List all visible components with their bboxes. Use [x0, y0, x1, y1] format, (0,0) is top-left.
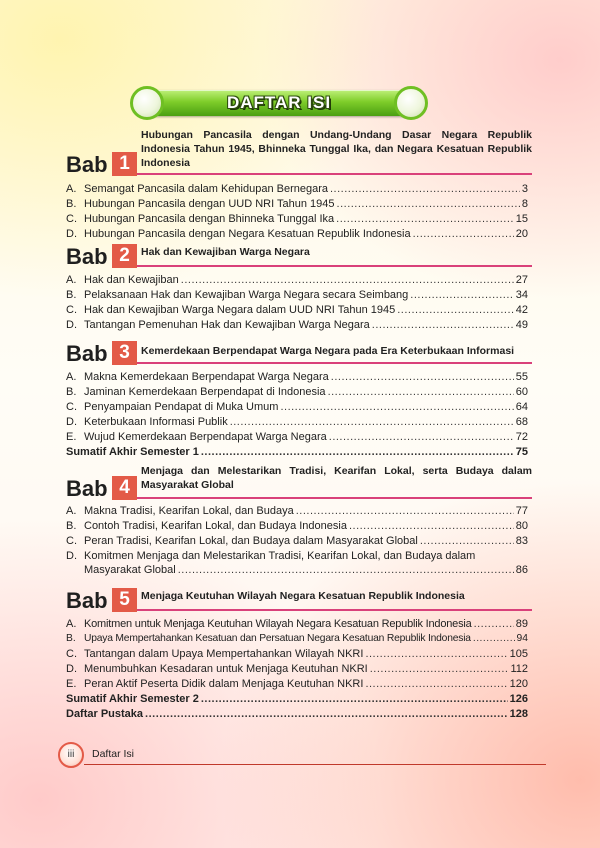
toc-entry[interactable] [66, 677, 528, 691]
entry-letter: B. [66, 633, 76, 644]
chapter-title: Menjaga Keutuhan Wilayah Negara Kesatuan Republik Indonesia [141, 590, 465, 602]
entry-text: Peran Aktif Peserta Didik dalam Menjaga Keutuhan NKRI [84, 678, 364, 690]
entry-letter: D. [66, 416, 77, 428]
entry-page: 8 [521, 198, 528, 210]
entry-letter: D. [66, 228, 77, 240]
toc-entry[interactable] [66, 370, 528, 384]
toc-entry[interactable] [66, 197, 528, 211]
chapter-rule [137, 609, 532, 611]
chapter-5-header[interactable] [66, 588, 532, 616]
entry-letter: C. [66, 213, 77, 225]
toc-entry[interactable] [66, 617, 528, 631]
entry-letter: B. [66, 386, 77, 398]
entry-text: Contoh Tradisi, Kearifan Lokal, dan Budaya Indonesia [84, 520, 347, 532]
entry-letter: C. [66, 401, 77, 413]
entry-text: Pelaksanaan Hak dan Kewajiban Warga Negara secara Seimbang [84, 289, 409, 301]
entry-page: 83 [515, 535, 528, 547]
toc-entry[interactable] [66, 182, 528, 196]
entry-letter: E. [66, 678, 77, 690]
entry-page: 89 [515, 618, 528, 630]
toc-entry[interactable] [66, 273, 528, 287]
entry-letter: E. [66, 431, 77, 443]
chapter-1-header[interactable] [66, 128, 532, 178]
toc-entry[interactable] [66, 519, 528, 533]
chapter-number: 2 [112, 244, 137, 268]
entry-text: Hubungan Pancasila dengan UUD NRI Tahun 1945 [84, 198, 335, 210]
toc-entry[interactable] [66, 385, 528, 399]
entry-letter: A. [66, 371, 77, 383]
entry-page: 86 [515, 564, 528, 576]
entry-page: 120 [509, 678, 528, 690]
entry-letter: B. [66, 520, 77, 532]
entry-letter: D. [66, 663, 77, 675]
entry-page: 27 [515, 274, 528, 286]
chapter-number: 5 [112, 588, 137, 612]
entry-text: Hubungan Pancasila dengan Negara Kesatuan Republik Indonesia [84, 228, 411, 240]
entry-page: 15 [515, 213, 528, 225]
toc-entry[interactable] [66, 430, 528, 444]
entry-page: 126 [509, 693, 528, 705]
chapter-number: 1 [112, 152, 137, 176]
entry-letter: D. [66, 550, 77, 562]
entry-text: Hak dan Kewajiban [84, 274, 179, 286]
toc-entry[interactable] [66, 318, 528, 332]
toc-entry[interactable] [66, 400, 528, 414]
entry-letter: C. [66, 535, 77, 547]
entry-page: 75 [515, 446, 528, 458]
chapter-4-header[interactable] [66, 464, 532, 500]
entry-text: Penyampaian Pendapat di Muka Umum [84, 401, 279, 413]
summative-entry[interactable] [66, 692, 528, 706]
footer-label: Daftar Isi [92, 748, 135, 760]
entry-page: 80 [515, 520, 528, 532]
summative-entry[interactable] [66, 445, 528, 459]
entry-letter: A. [66, 274, 77, 286]
chapter-title: Menjaga dan Melestarikan Tradisi, Kearifan Lokal, serta Budaya dalam Masyarakat Global [141, 465, 532, 491]
entry-text: Semangat Pancasila dalam Kehidupan Bernegara [84, 183, 328, 195]
entry-page: 34 [515, 289, 528, 301]
footer-rule [84, 764, 546, 765]
entry-letter: C. [66, 304, 77, 316]
entry-text: Upaya Mempertahankan Kesatuan dan Persatuan Negara Kesatuan Republik Indonesia [84, 633, 471, 644]
bab-word: Bab [66, 244, 108, 269]
toc-entry[interactable] [66, 647, 528, 661]
entry-text: Makna Tradisi, Kearifan Lokal, dan Budaya [84, 505, 294, 517]
bab-word: Bab [66, 476, 108, 501]
entry-page: 128 [509, 708, 528, 720]
entry-page: 42 [515, 304, 528, 316]
toc-entry[interactable] [66, 227, 528, 241]
chapter-title: Kemerdekaan Berpendapat Warga Negara pada Era Keterbukaan Informasi [141, 345, 515, 357]
entry-text: Peran Tradisi, Kearifan Lokal, dan Budaya dalam Masyarakat Global [84, 535, 418, 547]
chapter-title: Hak dan Kewajiban Warga Negara [141, 246, 310, 258]
entry-text: Wujud Kemerdekaan Berpendapat Warga Negara [84, 431, 327, 443]
entry-page: 94 [516, 633, 528, 644]
entry-page: 60 [515, 386, 528, 398]
entry-text: Tantangan dalam Upaya Mempertahankan Wilayah NKRI [84, 648, 364, 660]
bab-word: Bab [66, 341, 108, 366]
entry-page: 49 [515, 319, 528, 331]
page-footer [58, 740, 546, 770]
chapter-rule [137, 497, 532, 499]
bab-word: Bab [66, 152, 108, 177]
entry-page: 64 [515, 401, 528, 413]
entry-letter: B. [66, 198, 77, 210]
entry-text: Hubungan Pancasila dengan Bhinneka Tunggal Ika [84, 213, 335, 225]
entry-text: Sumatif Akhir Semester 1 [66, 446, 199, 458]
entry-page: 72 [515, 431, 528, 443]
chapter-number: 3 [112, 341, 137, 365]
page-title: DAFTAR ISI [226, 93, 332, 112]
toc-banner [130, 86, 428, 120]
entry-text: Komitmen untuk Menjaga Keutuhan Wilayah Negara Kesatuan Republik Indonesia [84, 618, 472, 630]
entry-letter: C. [66, 648, 77, 660]
entry-text: Hak dan Kewajiban Warga Negara dalam UUD NRI Tahun 1945 [84, 304, 396, 316]
chapter-2-header[interactable] [66, 244, 532, 272]
entry-text: Keterbukaan Informasi Publik [84, 416, 228, 428]
toc-entry-continuation[interactable] [84, 563, 528, 577]
entry-text: Tantangan Pemenuhan Hak dan Kewajiban Warga Negara [84, 319, 370, 331]
entry-letter: D. [66, 319, 77, 331]
chapter-3-header[interactable] [66, 341, 532, 369]
entry-text: Menumbuhkan Kesadaran untuk Menjaga Keutuhan NKRI [84, 663, 368, 675]
toc-entry[interactable] [66, 549, 528, 563]
entry-page: 77 [515, 505, 528, 517]
bab-word: Bab [66, 588, 108, 613]
chapter-rule [137, 173, 532, 175]
entry-page: 3 [521, 183, 528, 195]
page-number-badge: iii [58, 742, 84, 768]
entry-page: 55 [515, 371, 528, 383]
toc-entry[interactable] [66, 415, 528, 429]
toc-entry[interactable] [66, 662, 528, 676]
entry-text: Jaminan Kemerdekaan Berpendapat di Indonesia [84, 386, 326, 398]
toc-entry[interactable] [66, 534, 528, 548]
entry-text: Daftar Pustaka [66, 708, 144, 720]
chapter-number: 4 [112, 476, 137, 500]
chapter-title: Hubungan Pancasila dengan Undang-Undang Dasar Negara Republik Indonesia Tahun 1945, Bhinneka Tunggal Ika, dan Negara Kesatuan Republik Indonesia [141, 129, 532, 169]
entry-text: Makna Kemerdekaan Berpendapat Warga Negara [84, 371, 329, 383]
entry-letter: A. [66, 618, 77, 630]
entry-page: 20 [515, 228, 528, 240]
entry-text: Masyarakat Global [84, 564, 176, 576]
entry-letter: A. [66, 183, 77, 195]
toc-entry[interactable] [66, 212, 528, 226]
toc-entry[interactable] [66, 632, 528, 646]
entry-text: Komitmen Menjaga dan Melestarikan Tradisi, Kearifan Lokal, dan Budaya dalam [84, 550, 476, 562]
toc-entry[interactable] [66, 288, 528, 302]
entry-page: 68 [515, 416, 528, 428]
toc-entry[interactable] [66, 303, 528, 317]
entry-page: 112 [510, 663, 528, 675]
chapter-rule [137, 265, 532, 267]
entry-page: 105 [509, 648, 528, 660]
toc-entry[interactable] [66, 504, 528, 518]
entry-letter: A. [66, 505, 77, 517]
bibliography-entry[interactable] [66, 707, 528, 721]
chapter-rule [137, 362, 532, 364]
entry-text: Sumatif Akhir Semester 2 [66, 693, 199, 705]
entry-letter: B. [66, 289, 77, 301]
